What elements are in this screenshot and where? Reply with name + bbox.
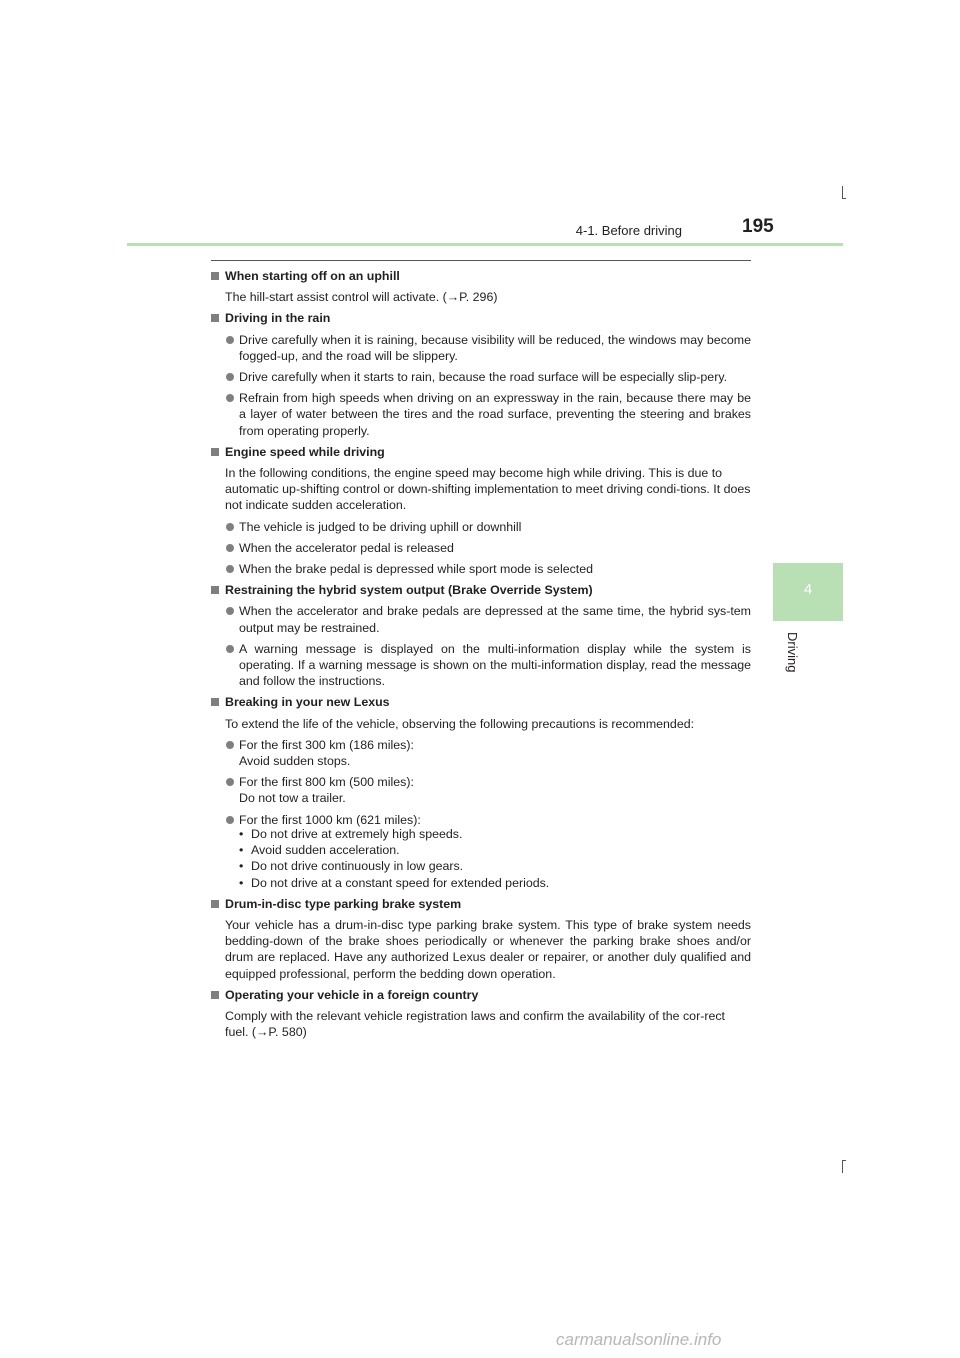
section-title: Operating your vehicle in a foreign country — [211, 987, 751, 1003]
chapter-label: Driving — [785, 632, 800, 673]
list-item: For the first 800 km (500 miles): Do not tow a trailer. — [211, 774, 751, 806]
chapter-tab — [773, 563, 843, 621]
sub-list-item: • Avoid sudden acceleration. — [239, 843, 400, 858]
page-number: 195 — [742, 216, 774, 237]
square-bullet-icon — [211, 314, 219, 322]
section-title: Engine speed while driving — [211, 444, 751, 460]
round-bullet-icon — [226, 816, 234, 824]
round-bullet-icon — [226, 523, 234, 531]
crop-mark-bottom-tick — [842, 1160, 846, 1161]
section-title: Restraining the hybrid system output (Brake Override System) — [211, 582, 751, 598]
section-text: Your vehicle has a drum-in-disc type parking brake system. This type of brake system needs bedding-down of the brake shoes periodically or whenever the parking brake shoes and/or drum are replaced. Have any authorized Lexus dealer or repairer, or another duly qualified and equipped professional, perform the bedding down operation. — [225, 917, 751, 981]
round-bullet-icon — [226, 336, 234, 344]
square-bullet-icon — [211, 900, 219, 908]
section-text: In the following conditions, the engine speed may become high while driving. This is due to automatic up-shifting control or down-shifting implementation to meet driving condi-tions. It does not indicate sudden acceleration. — [225, 466, 751, 513]
section-title: Drum-in-disc type parking brake system — [211, 896, 751, 912]
section-title: Driving in the rain — [211, 310, 751, 326]
list-item: Drive carefully when it is raining, because visibility will be reduced, the windows may become fogged-up, and the road will be slippery. — [211, 332, 751, 364]
round-bullet-icon — [226, 544, 234, 552]
section-uphill — [211, 268, 751, 305]
section-title: When starting off on an uphill — [211, 268, 751, 284]
list-item: For the first 1000 km (621 miles): • Do not drive at extremely high speeds. • Avoid sudden acceleration. • Do not drive continuously in low gears. • Do not drive at a constant speed for extended periods. — [211, 812, 751, 891]
section-brake-override — [211, 582, 751, 689]
running-header-section: 4-1. Before driving — [575, 223, 682, 238]
sub-list-item: • Do not drive at a constant speed for extended periods. — [239, 875, 550, 890]
square-bullet-icon — [211, 698, 219, 706]
round-bullet-icon — [226, 778, 234, 786]
section-break-in — [211, 694, 751, 890]
list-item: When the brake pedal is depressed while sport mode is selected — [211, 561, 751, 577]
sub-list-item: • Do not drive continuously in low gears. — [239, 859, 464, 874]
list-item: Refrain from high speeds when driving on an expressway in the rain, because there may be a layer of water between the tires and the road surface, preventing the steering and brakes from operating properly. — [211, 390, 751, 439]
section-parking-brake — [211, 896, 751, 982]
section-text: To extend the life of the vehicle, observing the following precautions is recommended: — [225, 716, 695, 731]
list-item: A warning message is displayed on the multi-information display while the system is operating. If a warning message is shown on the multi-information display, read the message and follow the instructions. — [211, 641, 751, 690]
section-text: The hill-start assist control will activate. (→P. 296) — [225, 290, 498, 305]
round-bullet-icon — [226, 565, 234, 573]
page-body — [211, 268, 751, 1045]
sub-list — [239, 826, 751, 891]
round-bullet-icon — [226, 607, 234, 615]
list-item: For the first 300 km (186 miles): Avoid sudden stops. — [211, 737, 751, 769]
chapter-number: 4 — [803, 581, 813, 598]
square-bullet-icon — [211, 272, 219, 280]
square-bullet-icon — [211, 586, 219, 594]
section-title: Breaking in your new Lexus — [211, 694, 751, 710]
square-bullet-icon — [211, 991, 219, 999]
square-bullet-icon — [211, 448, 219, 456]
list-item: When the accelerator and brake pedals are depressed at the same time, the hybrid sys-tem output may be restrained. — [211, 603, 751, 635]
list-item: Drive carefully when it starts to rain, because the road surface will be especially slip-pery. — [211, 369, 751, 385]
round-bullet-icon — [226, 394, 234, 402]
section-engine-speed — [211, 444, 751, 577]
crop-mark-top-tick — [842, 198, 846, 199]
content-top-rule — [211, 260, 751, 261]
watermark: carmanualsonline.info — [556, 1330, 722, 1349]
chapter-label-box — [773, 632, 819, 682]
sub-list-item: • Do not drive at extremely high speeds. — [239, 826, 463, 841]
list-item: The vehicle is judged to be driving uphill or downhill — [211, 519, 751, 535]
round-bullet-icon — [226, 373, 234, 381]
section-text: Comply with the relevant vehicle registration laws and confirm the availability of the cor-rect fuel. (→P. 580) — [225, 1008, 725, 1040]
list-item: When the accelerator pedal is released — [211, 540, 751, 556]
round-bullet-icon — [226, 741, 234, 749]
section-rain — [211, 310, 751, 438]
header-rule — [127, 243, 843, 246]
round-bullet-icon — [226, 645, 234, 653]
section-foreign-country — [211, 987, 751, 1041]
crop-mark-bottom — [842, 1160, 843, 1173]
